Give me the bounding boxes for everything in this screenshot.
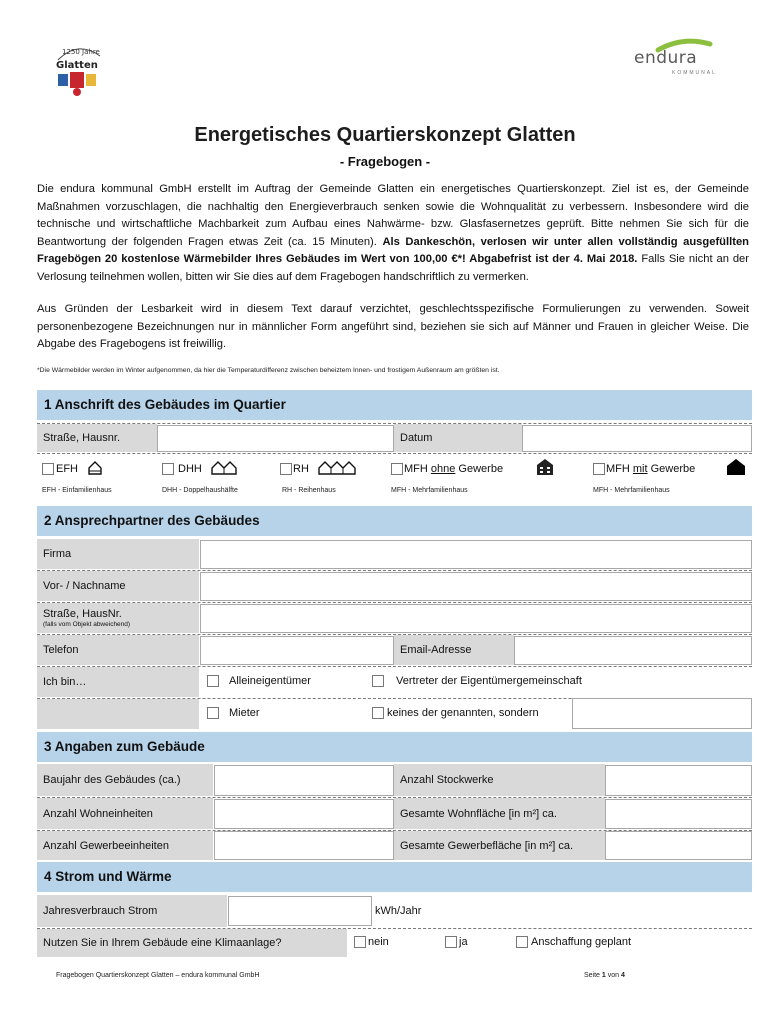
- readability-note: Aus Gründen der Lesbarkeit wird in diesem Text darauf verzichtet, geschlechtsspezifische Formulierungen zu verwenden. Soweit personenbezogene Bezeichnungen nur in männlicher Form angeführt sind, beziehen sie sich auf Männer und Frauen in gleicher Weise. Die Abgabe des Fragebogens ist freiwillig.: [37, 303, 749, 350]
- consumption-label: Jahresverbrauch Strom: [37, 895, 227, 927]
- rh-checkbox[interactable]: [280, 463, 292, 475]
- mfh-ohne-label: [404, 462, 503, 476]
- other-input[interactable]: [572, 698, 752, 729]
- mfh-ohne-checkbox[interactable]: [391, 463, 403, 475]
- contact-street-input[interactable]: [200, 604, 752, 633]
- units-input[interactable]: [214, 799, 394, 829]
- consumption-input[interactable]: [228, 896, 372, 926]
- intro-text-2: Falls Sie nicht an der Verlosung teilnehmen wollen, bitten wir Sie dies auf dem Fragebogen handschriftlich zu vermerken.: [37, 253, 750, 283]
- page-title: Energetisches Quartierskonzept Glatten: [194, 124, 576, 146]
- floors-input[interactable]: [605, 765, 752, 796]
- mfh-ohne-pre: MFH: [404, 463, 431, 475]
- ac-yes-checkbox[interactable]: [445, 936, 457, 948]
- name-label: Vor- / Nachname: [37, 571, 199, 601]
- year-input[interactable]: [214, 765, 394, 796]
- representative-label: Vertreter der Eigentümergemeinschaft: [396, 675, 582, 687]
- endura-submark: KOMMUNAL: [672, 70, 717, 76]
- dhh-label: DHH: [178, 463, 202, 475]
- living-area-input[interactable]: [605, 799, 752, 829]
- intro-text-bold: Als Dankeschön, verlosen wir unter allen vollständig ausgefüllten Fragebögen 20 kostenlose Wärmebilder Ihres Gebäudes im Wert von 100,00 €*! Abgabefrist ist der 4. Mai 2018.: [37, 235, 749, 265]
- email-label: Email-Adresse: [394, 635, 514, 665]
- glatten-jubilee-logo: [48, 40, 108, 98]
- date-label: Datum: [394, 424, 522, 452]
- page-num: 1: [601, 972, 606, 979]
- mfh-mit-checkbox[interactable]: [593, 463, 605, 475]
- rh-desc: RH - Reihenhaus: [282, 487, 336, 494]
- footer-text: Fragebogen Quartierskonzept Glatten – endura kommunal GmbH: [56, 972, 260, 979]
- row-house-icon: [318, 461, 356, 475]
- year-label: Baujahr des Gebäudes (ca.): [37, 764, 213, 796]
- phone-input[interactable]: [200, 636, 394, 665]
- floors-label: Anzahl Stockwerke: [394, 764, 605, 796]
- divider: [37, 453, 752, 454]
- street-input[interactable]: [157, 425, 394, 452]
- single-house-icon: [88, 461, 102, 475]
- rh-label: RH: [293, 463, 309, 475]
- other-checkbox[interactable]: [372, 707, 384, 719]
- section4-heading: 4 Strom und Wärme: [37, 862, 752, 892]
- tenant-label: Mieter: [229, 707, 260, 719]
- units-label: Anzahl Wohneinheiten: [37, 798, 213, 829]
- street-label: Straße, Hausnr.: [37, 424, 157, 452]
- intro-text-1: Die endura kommunal GmbH erstellt im Auftrag der Gemeinde Glatten ein energetisches Quartierskonzept. Ziel ist es, der Gemeinde Maßnahmen vorzuschlagen, die nachhaltig den Energieverbrauch senken sowie die Wohnqualität zu verbessern. Insbesondere wird die technische und wirtschaftliche Machbarkeit zum Aufbau eines Nahwärme- bzw. Glasfasernetzes geprüft. Bitte nehmen Sie sich für die Beantwortung der folgenden Fragen etwas Zeit (ca. 15 Minuten).: [37, 183, 749, 248]
- mfh-ohne-underline: ohne: [430, 463, 456, 475]
- endura-wordmark: endura: [634, 48, 698, 68]
- ac-question: Nutzen Sie in Ihrem Gebäude eine Klimaanlage?: [37, 929, 347, 957]
- page-pre: Seite: [584, 972, 602, 979]
- ac-no-checkbox[interactable]: [354, 936, 366, 948]
- ac-yes-label: ja: [459, 936, 468, 948]
- footnote: *Die Wärmebilder werden im Winter aufgenommen, da hier die Temperaturdifferenz zwischen beheiztem Innen- und frostigem Außenraum am größten ist.: [37, 367, 500, 374]
- owner-label: Alleineigentümer: [229, 675, 311, 687]
- commercial-area-input[interactable]: [605, 831, 752, 860]
- commercial-area-label: Gesamte Gewerbefläche [in m²] ca.: [394, 831, 605, 860]
- svg-text:1250 Jahre: 1250 Jahre: [62, 48, 100, 56]
- efh-desc: EFH - Einfamilienhaus: [42, 487, 112, 494]
- mfh-mit-label: [606, 462, 695, 476]
- contact-street-label: [37, 603, 199, 633]
- representative-checkbox[interactable]: [372, 675, 384, 687]
- dhh-desc: DHH - Doppelhaushälfte: [162, 487, 238, 494]
- ac-no-label: nein: [368, 936, 389, 948]
- apartment-house-icon: [536, 458, 554, 476]
- consumption-unit: kWh/Jahr: [375, 905, 422, 917]
- commercial-units-label: Anzahl Gewerbeeinheiten: [37, 831, 213, 860]
- contact-street-note: (falls vom Objekt abweichend): [43, 621, 131, 628]
- tenant-checkbox[interactable]: [207, 707, 219, 719]
- email-input[interactable]: [514, 636, 752, 665]
- mfh-mit-post: Gewerbe: [647, 463, 696, 475]
- section3-heading: 3 Angaben zum Gebäude: [37, 732, 752, 762]
- phone-label: Telefon: [37, 635, 199, 665]
- owner-checkbox[interactable]: [207, 675, 219, 687]
- iam-label-cont: [37, 699, 199, 729]
- living-area-label: Gesamte Wohnfläche [in m²] ca.: [394, 798, 605, 829]
- page-mid: von: [605, 972, 621, 979]
- page-number: [584, 972, 625, 979]
- page-subtitle: - Fragebogen -: [339, 154, 431, 169]
- contact-street-text: Straße, HausNr.: [43, 608, 122, 620]
- firma-label: Firma: [37, 539, 199, 569]
- section1-heading: 1 Anschrift des Gebäudes im Quartier: [37, 390, 752, 420]
- svg-text:Glatten: Glatten: [56, 60, 98, 71]
- iam-label: Ich bin…: [37, 667, 199, 697]
- commercial-house-icon: [726, 458, 746, 476]
- ac-planned-label: Anschaffung geplant: [531, 936, 632, 948]
- mfh-mit-desc: MFH - Mehrfamilienhaus: [593, 487, 670, 494]
- mfh-mit-pre: MFH: [606, 463, 633, 475]
- section2-heading: 2 Ansprechpartner des Gebäudes: [37, 506, 752, 536]
- mfh-mit-underline: mit: [632, 463, 648, 475]
- page-total: 4: [621, 972, 625, 979]
- name-input[interactable]: [200, 572, 752, 601]
- commercial-units-input[interactable]: [214, 831, 394, 860]
- mfh-ohne-desc: MFH - Mehrfamilienhaus: [391, 487, 468, 494]
- dhh-checkbox[interactable]: [162, 463, 174, 475]
- endura-logo: [628, 36, 718, 78]
- semi-detached-icon: [211, 461, 237, 475]
- efh-checkbox[interactable]: [42, 463, 54, 475]
- efh-label: EFH: [56, 463, 78, 475]
- other-label: keines der genannten, sondern: [387, 707, 539, 719]
- mfh-ohne-post: Gewerbe: [455, 463, 504, 475]
- intro-paragraph: [37, 181, 749, 286]
- firma-input[interactable]: [200, 540, 752, 569]
- ac-planned-checkbox[interactable]: [516, 936, 528, 948]
- date-input[interactable]: [522, 425, 752, 452]
